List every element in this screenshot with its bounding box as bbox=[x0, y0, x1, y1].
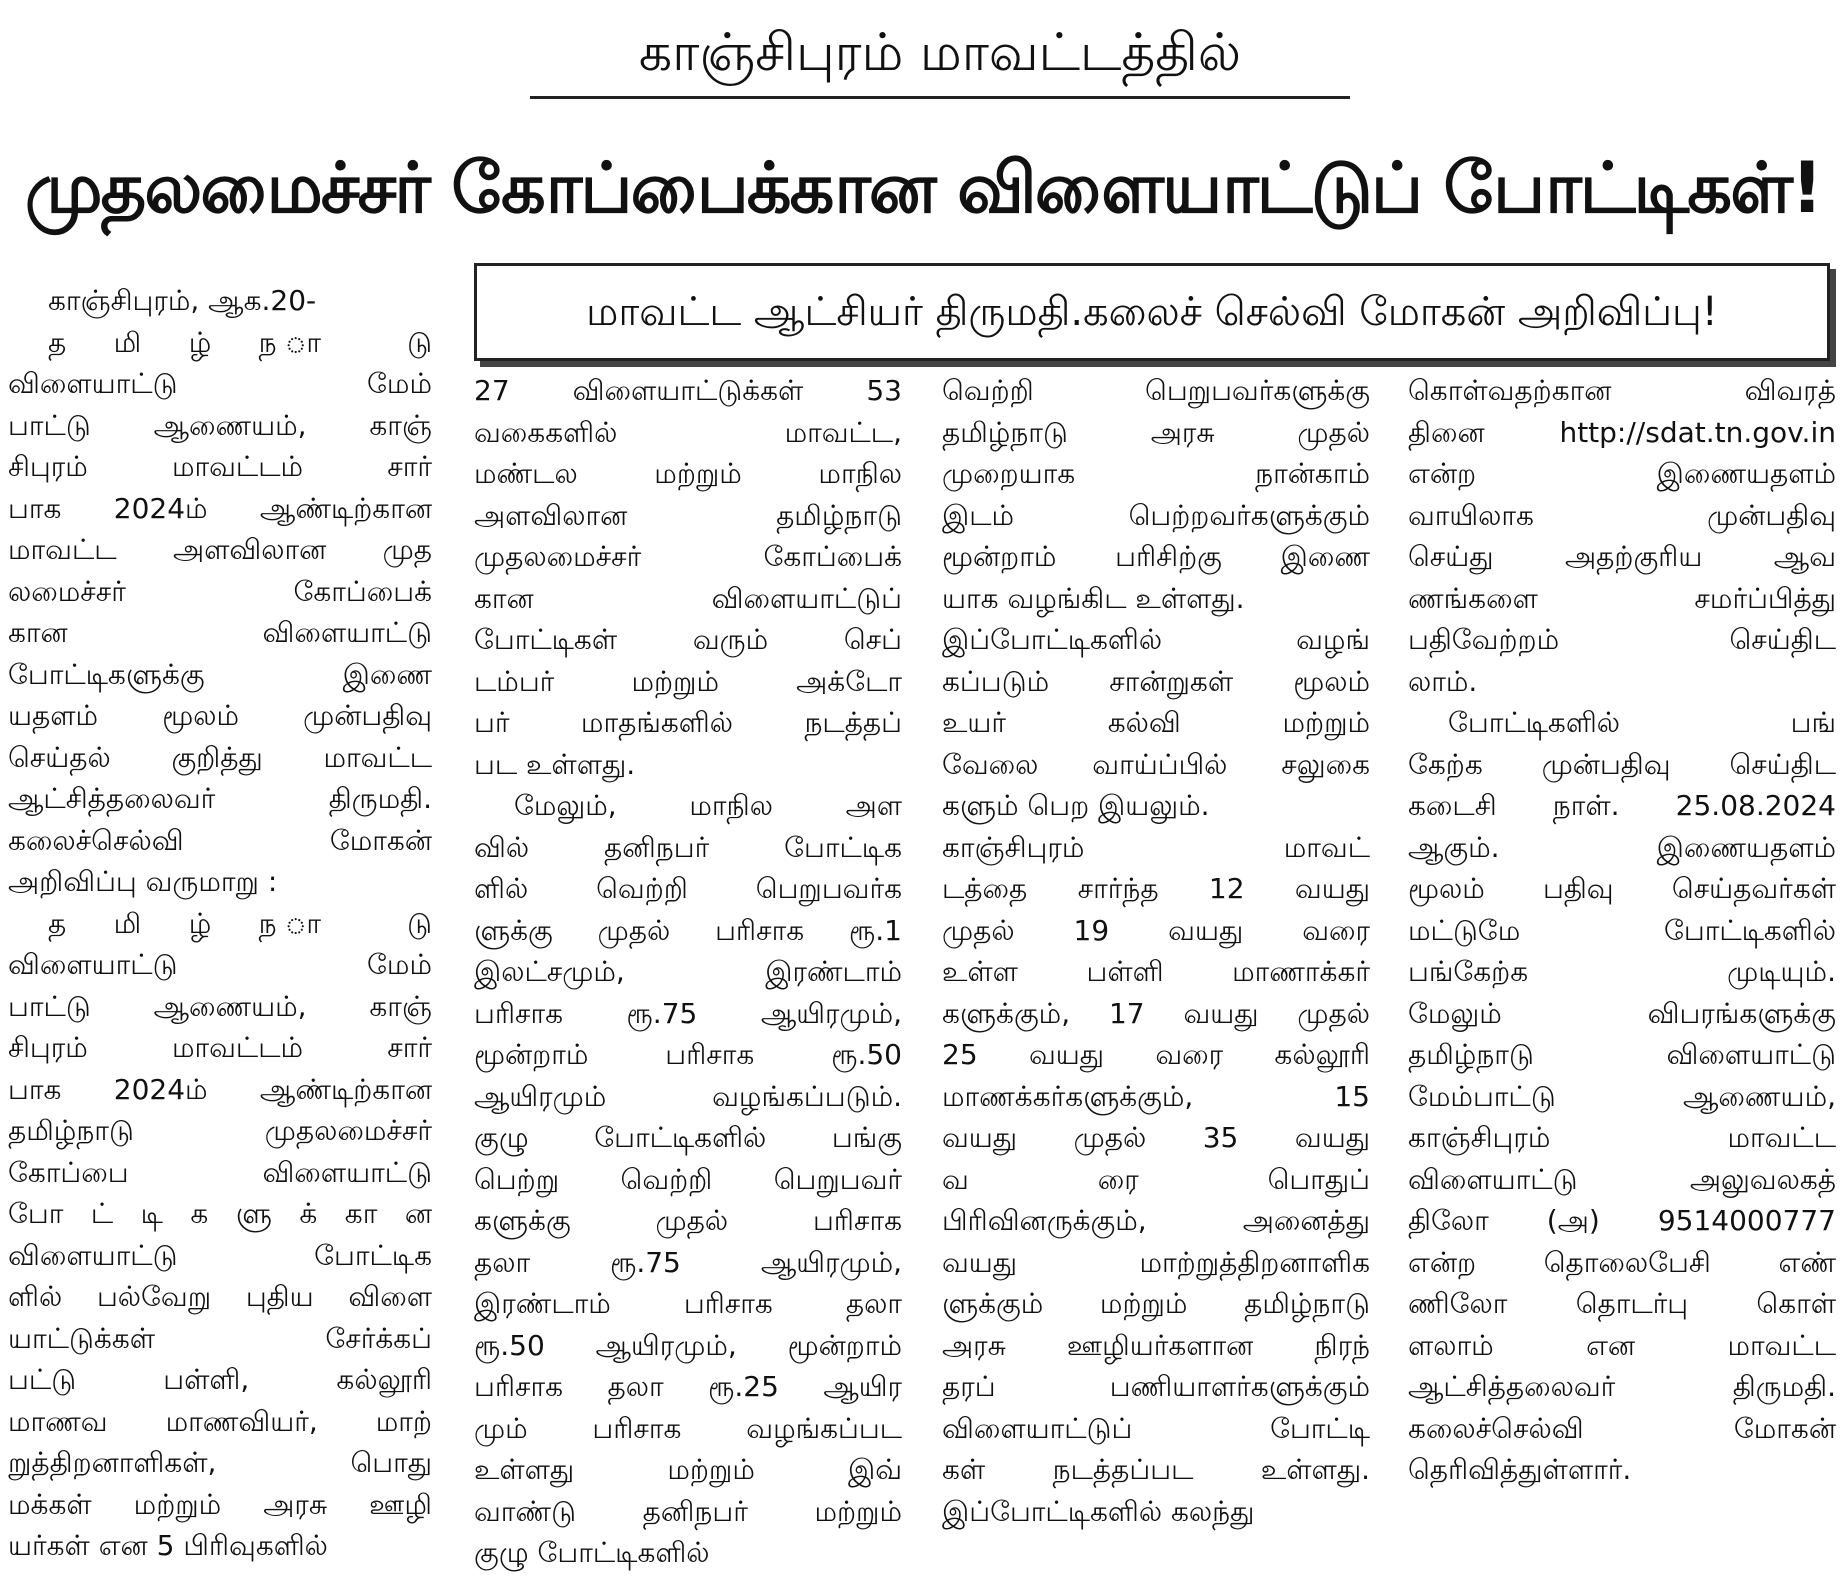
article-text-line: கள் நடத்தப்பட உள்ளது. bbox=[942, 1453, 1370, 1486]
article-text-line: இலட்சமும், இரண்டாம் bbox=[474, 955, 902, 988]
article-text-line: லாம். bbox=[1408, 664, 1478, 698]
article-text-line: ஆட்சித்தலைவர் திருமதி. bbox=[1408, 1370, 1836, 1403]
article-text-line: வ ரை பொதுப் bbox=[942, 1162, 1370, 1196]
article-text-line: என்ற இணையதளம் bbox=[1408, 457, 1836, 490]
article-text-line: யதளம் மூலம் முன்பதிவு bbox=[8, 699, 432, 732]
article-text-line: ளுக்கு முதல் பரிசாக ரூ.1 bbox=[474, 913, 902, 947]
article-text-line: கலைச்செல்வி மோகன் bbox=[8, 823, 432, 857]
article-text-line: குழு போட்டிகளில் பங்கு bbox=[474, 1121, 902, 1154]
article-text-line: காஞ்சிபுரம் மாவட்ட bbox=[1408, 1121, 1836, 1154]
article-text-line: மூன்றாம் பரிசாக ரூ.50 bbox=[474, 1038, 902, 1071]
article-text-line: செய்தல் குறித்து மாவட்ட bbox=[8, 740, 432, 774]
article-text-line: பதிவேற்றம் செய்திட bbox=[1408, 623, 1836, 656]
article-text-line: தமிழ்நாடு அரசு முதல் bbox=[942, 415, 1370, 449]
article-text-line: கேற்க முன்பதிவு செய்திட bbox=[1408, 747, 1836, 781]
article-text-line: மேலும் விபரங்களுக்கு bbox=[1408, 996, 1836, 1030]
article-text-line: உள்ள பள்ளி மாணாக்கர் bbox=[942, 955, 1370, 988]
article-text-line: ஆகும். இணையதளம் bbox=[1408, 830, 1836, 864]
article-text-line: முறையாக நான்காம் bbox=[942, 457, 1370, 490]
subheadline: மாவட்ட ஆட்சியர் திருமதி.கலைச் செல்வி மோகன் அறிவிப்பு! bbox=[586, 289, 1718, 335]
article-text-line: யர்கள் என 5 பிரிவுகளில் bbox=[8, 1529, 328, 1562]
article-text-line: கலைச்செல்வி மோகன் bbox=[1408, 1411, 1836, 1445]
article-text-line: சிபுரம் மாவட்டம் சார் bbox=[8, 450, 432, 483]
article-text-line: மாவட்ட அளவிலான முத bbox=[8, 533, 432, 566]
article-text-line: பங்கேற்க முடியும். bbox=[1408, 955, 1836, 988]
article-column-1 bbox=[8, 280, 432, 1567]
article-text-line: வயது முதல் 35 வயது bbox=[942, 1121, 1370, 1154]
article-text-line: பாக 2024ம் ஆண்டிற்கான bbox=[8, 491, 432, 525]
article-text-line: அரசு ஊழியர்களான நிரந் bbox=[942, 1328, 1370, 1362]
article-text-line: களுக்கு முதல் பரிசாக bbox=[474, 1204, 902, 1237]
article-text-line: அளவிலான தமிழ்நாடு bbox=[474, 498, 902, 532]
article-text-line: வயது மாற்றுத்திறனாளிக bbox=[942, 1245, 1370, 1279]
kicker-underline bbox=[530, 96, 1350, 99]
article-text-line: ஆயிரமும் வழங்கப்படும். bbox=[474, 1079, 902, 1113]
article-text-line: மூலம் பதிவு செய்தவர்கள் bbox=[1408, 872, 1836, 905]
article-text-line: களுக்கும், 17 வயது முதல் bbox=[942, 996, 1370, 1030]
article-text-line: சிபுரம் மாவட்டம் சார் bbox=[8, 1031, 432, 1064]
subheadline-box bbox=[474, 263, 1830, 361]
article-text-line: செய்து அதற்குரிய ஆவ bbox=[1408, 540, 1836, 573]
article-text-line: உயர் கல்வி மற்றும் bbox=[942, 706, 1370, 739]
article-text-line: ஆட்சித்தலைவர் திருமதி. bbox=[8, 782, 432, 815]
article-text-line: பாட்டு ஆணையம், காஞ் bbox=[8, 408, 432, 442]
article-text-line: பர் மாதங்களில் நடத்தப் bbox=[474, 706, 902, 739]
article-text-line: றுத்திறனாளிகள், பொது bbox=[8, 1446, 432, 1479]
article-text-line: போட்டிகளில் பங் bbox=[1448, 706, 1836, 739]
article-text-line: லமைச்சர் கோப்பைக் bbox=[8, 574, 432, 608]
article-headline: முதலமைச்சர் கோப்பைக்கான விளையாட்டுப் போட்டிகள்! bbox=[24, 147, 1822, 229]
article-text-line: வாயிலாக முன்பதிவு bbox=[1408, 498, 1836, 532]
article-text-line: பரிசாக ரூ.75 ஆயிரமும், bbox=[474, 996, 902, 1030]
article-text-line: என்ற தொலைபேசி எண் bbox=[1408, 1245, 1836, 1279]
article-text-line: ளில் வெற்றி பெறுபவர்க bbox=[474, 872, 902, 905]
article-text-line: குழு போட்டிகளில் bbox=[474, 1536, 710, 1569]
kicker-heading: காஞ்சிபுரம் மாவட்டத்தில் bbox=[638, 23, 1242, 83]
article-text-line: இடம் பெற்றவர்களுக்கும் bbox=[942, 498, 1370, 532]
article-text-line: விளையாட்டு மேம் bbox=[8, 367, 432, 400]
article-text-line: கடைசி நாள். 25.08.2024 bbox=[1408, 789, 1836, 822]
article-text-line: ளலாம் என மாவட்ட bbox=[1408, 1328, 1836, 1362]
article-text-line: வெற்றி பெறுபவர்களுக்கு bbox=[942, 374, 1370, 407]
article-text-line: பரிசாக தலா ரூ.25 ஆயிர bbox=[474, 1370, 902, 1403]
article-text-line: த மி ழ் ந ா டு bbox=[48, 325, 432, 359]
article-text-line: மக்கள் மற்றும் அரசு ஊழி bbox=[8, 1487, 432, 1521]
article-text-line: தெரிவித்துள்ளார். bbox=[1408, 1453, 1632, 1486]
article-text-line: யாட்டுக்கள் சேர்க்கப் bbox=[8, 1321, 432, 1355]
article-text-line: திலோ (அ) 9514000777 bbox=[1408, 1204, 1836, 1237]
article-text-line: வில் தனிநபர் போட்டிக bbox=[474, 830, 902, 864]
article-text-line: இப்போட்டிகளில் வழங் bbox=[942, 623, 1370, 656]
article-text-line: ணிலோ தொடர்பு கொள் bbox=[1408, 1287, 1836, 1320]
article-text-line: இப்போட்டிகளில் கலந்து bbox=[942, 1494, 1255, 1528]
article-text-line: யாக வழங்கிட உள்ளது. bbox=[942, 581, 1245, 615]
article-text-line: வகைகளில் மாவட்ட, bbox=[474, 415, 902, 449]
article-text-line: பாட்டு ஆணையம், காஞ் bbox=[8, 989, 432, 1023]
article-text-line: பெற்று வெற்றி பெறுபவர் bbox=[474, 1162, 902, 1196]
article-text-line: ளுக்கும் மற்றும் தமிழ்நாடு bbox=[942, 1287, 1370, 1320]
article-text-line: கான விளையாட்டு bbox=[8, 616, 432, 649]
article-text-line: விளையாட்டு மேம் bbox=[8, 948, 432, 981]
article-text-line: டத்தை சார்ந்த 12 வயது bbox=[942, 872, 1370, 905]
article-text-line: தலா ரூ.75 ஆயிரமும், bbox=[474, 1245, 902, 1279]
article-text-line: பாக 2024ம் ஆண்டிற்கான bbox=[8, 1072, 432, 1106]
article-text-line: போ ட் டி க ளு க் கா ன bbox=[8, 1197, 432, 1230]
article-text-line: ணங்களை சமர்ப்பித்து bbox=[1408, 581, 1836, 615]
article-text-line: முதல் 19 வயது வரை bbox=[942, 913, 1370, 947]
article-column-4 bbox=[1408, 370, 1836, 1491]
article-text-line: விளையாட்டு அலுவலகத் bbox=[1408, 1162, 1836, 1196]
article-text-line: இரண்டாம் பரிசாக தலா bbox=[474, 1287, 902, 1320]
article-text-line: வாண்டு தனிநபர் மற்றும் bbox=[474, 1494, 902, 1528]
article-text-line: கோப்பை விளையாட்டு bbox=[8, 1155, 432, 1189]
article-text-line: மட்டுமே போட்டிகளில் bbox=[1408, 913, 1836, 947]
article-text-line: மாணவ மாணவியர், மாற் bbox=[8, 1404, 432, 1438]
article-text-line: ரூ.50 ஆயிரமும், மூன்றாம் bbox=[474, 1328, 902, 1362]
article-text-line: மண்டல மற்றும் மாநில bbox=[474, 457, 902, 490]
article-text-line: கப்படும் சான்றுகள் மூலம் bbox=[942, 664, 1370, 698]
article-text-line: அறிவிப்பு வருமாறு : bbox=[8, 865, 278, 898]
article-column-3 bbox=[942, 370, 1370, 1532]
article-text-line: டம்பர் மற்றும் அக்டோ bbox=[474, 664, 902, 698]
article-text-line: 25 வயது வரை கல்லூரி bbox=[942, 1038, 1370, 1071]
dateline: காஞ்சிபுரம், ஆக.20- bbox=[48, 284, 317, 317]
article-text-line: மூன்றாம் பரிசிற்கு இணை bbox=[942, 540, 1370, 573]
article-text-line: முதலமைச்சர் கோப்பைக் bbox=[474, 540, 902, 573]
article-text-line: உள்ளது மற்றும் இவ் bbox=[474, 1453, 902, 1486]
article-text-line: தமிழ்நாடு விளையாட்டு bbox=[1408, 1038, 1836, 1071]
article-text-line: போட்டிகளுக்கு இணை bbox=[8, 657, 432, 691]
article-text-line: காஞ்சிபுரம் மாவட் bbox=[942, 830, 1370, 864]
article-text-line: விளையாட்டு போட்டிக bbox=[8, 1238, 432, 1272]
article-text-line: ளில் பல்வேறு புதிய விளை bbox=[8, 1280, 432, 1313]
article-text-line: போட்டிகள் வரும் செப் bbox=[474, 623, 902, 656]
article-text-line: மும் பரிசாக வழங்கப்பட bbox=[474, 1411, 902, 1445]
article-text-line: 27 விளையாட்டுக்கள் 53 bbox=[474, 374, 902, 407]
article-text-line: மாணக்கர்களுக்கும், 15 bbox=[942, 1079, 1370, 1113]
article-text-line: மேம்பாட்டு ஆணையம், bbox=[1408, 1079, 1836, 1113]
article-text-line: தமிழ்நாடு முதலமைச்சர் bbox=[8, 1114, 432, 1147]
article-text-line: பிரிவினருக்கும், அனைத்து bbox=[942, 1204, 1370, 1237]
article-text-line: பட்டு பள்ளி, கல்லூரி bbox=[8, 1363, 432, 1396]
article-text-line: தினை http://sdat.tn.gov.in bbox=[1408, 415, 1836, 449]
article-text-line: தரப் பணியாளர்களுக்கும் bbox=[942, 1370, 1370, 1403]
article-text-line: பட உள்ளது. bbox=[474, 747, 636, 781]
article-text-line: கான விளையாட்டுப் bbox=[474, 581, 902, 615]
article-column-2 bbox=[474, 370, 902, 1574]
article-text-line: மேலும், மாநில அள bbox=[514, 789, 902, 822]
article-text-line: விளையாட்டுப் போட்டி bbox=[942, 1411, 1370, 1445]
article-text-line: கொள்வதற்கான விவரத் bbox=[1408, 374, 1836, 407]
article-text-line: களும் பெற இயலும். bbox=[942, 789, 1210, 822]
article-text-line: வேலை வாய்ப்பில் சலுகை bbox=[942, 747, 1370, 781]
article-text-line: த மி ழ் ந ா டு bbox=[48, 906, 432, 940]
